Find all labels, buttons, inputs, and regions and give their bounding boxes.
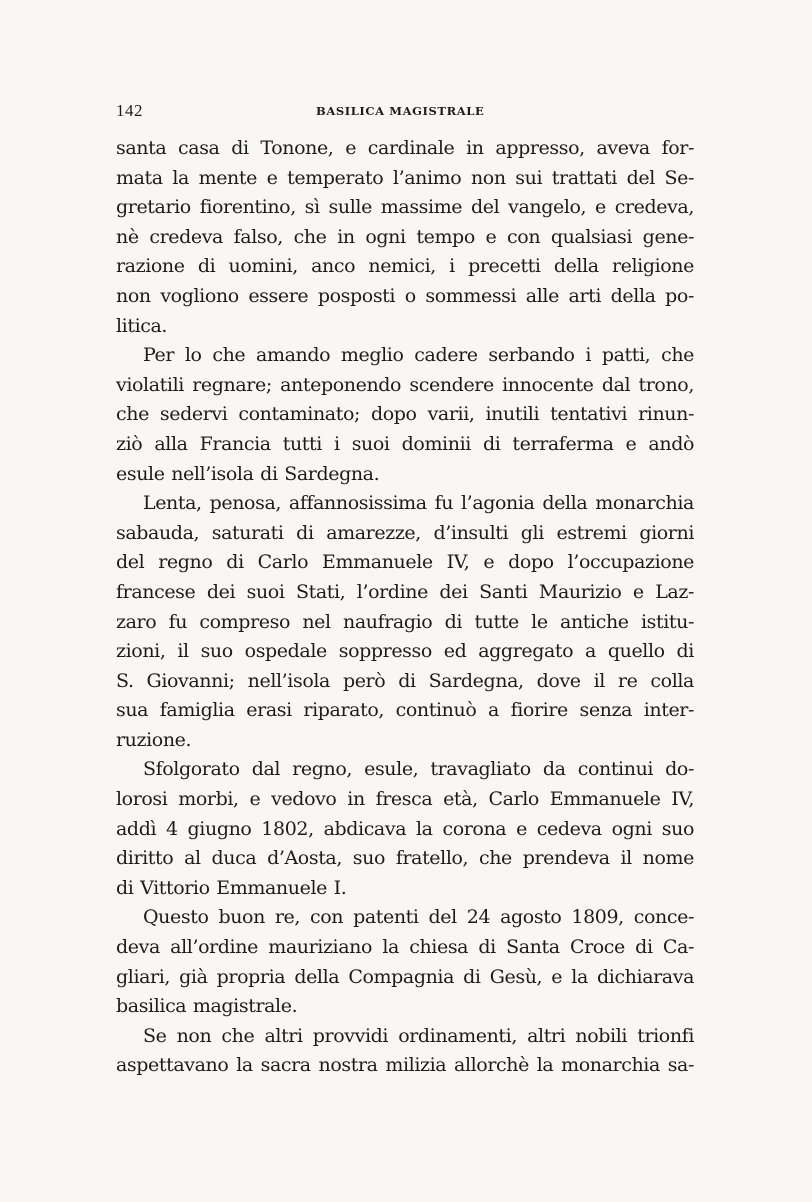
text-line: gliari, già propria della Compagnia di Gesù, e la dichiarava: [116, 965, 694, 988]
text-line: nè credeva falso, che in ogni tempo e con qualsiasi gene-: [116, 225, 694, 248]
text-line: ziò alla Francia tutti i suoi dominii di terraferma e andò: [116, 432, 694, 455]
text-line: esule nell’isola di Sardegna.: [116, 462, 380, 485]
text-line: Se non che altri provvidi ordinamenti, altri nobili trionfi: [143, 1024, 694, 1047]
page-header: [116, 101, 694, 125]
text-line: del regno di Carlo Emmanuele IV, e dopo l’occupazione: [116, 551, 694, 574]
text-line: S. Giovanni; nell’isola però di Sardegna, dove il re colla: [116, 669, 694, 692]
text-line: francese dei suoi Stati, l’ordine dei Santi Maurizio e Laz-: [116, 580, 694, 603]
text-line: diritto al duca d’Aosta, suo fratello, che prendeva il nome: [116, 847, 694, 870]
body-text: [116, 134, 694, 1081]
text-line: mata la mente e temperato l’animo non sui trattati del Se-: [116, 166, 694, 189]
text-line: violatili regnare; anteponendo scendere innocente dal trono,: [116, 373, 694, 396]
text-line: ruzione.: [116, 728, 192, 751]
text-line: litica.: [116, 314, 168, 337]
page-number: 142: [116, 101, 143, 120]
text-line: gretario fiorentino, sì sulle massime del vangelo, e credeva,: [116, 196, 694, 219]
text-line: razione di uomini, anco nemici, i precetti della religione: [116, 255, 694, 278]
text-line: Questo buon re, con patenti del 24 agosto 1809, conce-: [143, 906, 694, 929]
text-line: santa casa di Tonone, e cardinale in appresso, aveva for-: [116, 137, 694, 159]
text-line: Per lo che amando meglio cadere serbando i patti, che: [143, 344, 694, 367]
text-line: aspettavano la sacra nostra milizia allorchè la monarchia sa-: [116, 1054, 694, 1077]
text-line: Lenta, penosa, affannosissima fu l’agonia della monarchia: [143, 492, 694, 515]
text-line: che sedervi contaminato; dopo varii, inutili tentativi rinun-: [116, 403, 694, 426]
text-line: deva all’ordine mauriziano la chiesa di Santa Croce di Ca-: [116, 936, 694, 959]
text-line: lorosi morbi, e vedovo in fresca età, Carlo Emmanuele IV,: [116, 788, 694, 811]
text-line: sua famiglia erasi riparato, continuò a fiorire senza inter-: [116, 699, 694, 722]
text-line: sabauda, saturati di amarezze, d’insulti gli estremi giorni: [116, 521, 694, 544]
running-title: BASILICA MAGISTRALE: [316, 104, 485, 118]
text-line: Sfolgorato dal regno, esule, travagliato da continui do-: [143, 758, 694, 781]
text-line: addì 4 giugno 1802, abdicava la corona e cedeva ogni suo: [116, 817, 694, 840]
text-line: zaro fu compreso nel naufragio di tutte le antiche istitu-: [116, 610, 694, 633]
text-line: di Vittorio Emmanuele I.: [116, 876, 347, 899]
text-line: zioni, il suo ospedale soppresso ed aggregato a quello di: [116, 640, 694, 663]
text-line: basilica magistrale.: [116, 995, 298, 1018]
text-line: non vogliono essere posposti o sommessi alle arti della po-: [116, 284, 694, 307]
